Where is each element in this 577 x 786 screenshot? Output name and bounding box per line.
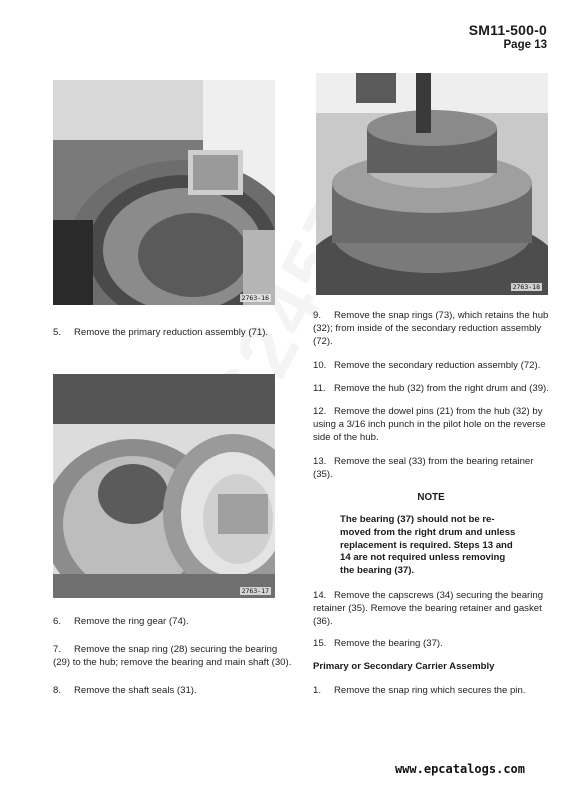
step-text-line: Remove the capscrews (34) securing the bearing	[334, 590, 544, 601]
note-line: moved from the right drum and unless	[340, 526, 516, 538]
step-text-line: (72).	[313, 335, 333, 347]
step-text-line: (35).	[313, 468, 333, 480]
step-text-line: retainer (35). Remove the bearing retainer and gasket	[313, 602, 542, 614]
step-text-line: (29) to the hub; remove the bearing and main shaft (30).	[53, 656, 292, 668]
photo-primary-reduction	[53, 80, 275, 305]
note-title: NOTE	[417, 492, 445, 503]
note-line: The bearing (37) should not be re-	[340, 514, 495, 525]
step-text-line: Remove the snap ring (28) securing the bearing	[74, 644, 278, 655]
step-number: 12.	[313, 406, 327, 417]
note-line: replacement is required. Steps 13 and	[340, 539, 513, 551]
step-10	[313, 360, 553, 373]
step-text-line: Remove the seal (33) from the bearing retainer	[334, 456, 534, 467]
step-number: 7.	[53, 644, 62, 655]
step-text-line: Remove the dowel pins (21) from the hub (32) by	[334, 406, 543, 417]
step-text: Remove the secondary reduction assembly (72).	[334, 360, 541, 371]
photo-ring-gear	[53, 374, 275, 598]
step-14	[313, 590, 553, 628]
document-number: SM11-500-0	[468, 22, 547, 38]
page-header	[469, 22, 547, 51]
step-text-line: Remove the snap rings (73), which retains the hub	[334, 310, 549, 321]
photo-ring-gear-image	[53, 374, 275, 598]
step-text: Remove the hub (32) from the right drum and (39).	[334, 383, 549, 394]
photo-code: 2763-16	[241, 294, 269, 302]
photo-code: 2763-18	[512, 283, 540, 291]
step-number: 15.	[313, 638, 327, 649]
step-13	[313, 456, 553, 482]
step-text: Remove the primary reduction assembly (71).	[74, 327, 269, 338]
step-8	[53, 685, 289, 698]
step-text-line: (32); from inside of the secondary reduction assembly	[313, 322, 542, 334]
step-number: 14.	[313, 590, 327, 601]
note-line: the bearing (37).	[340, 565, 415, 577]
step-text-line: using a 3/16 inch punch in the pilot hole on the reverse	[313, 418, 546, 430]
section-heading: Primary or Secondary Carrier Assembly	[313, 661, 495, 672]
step-9	[313, 310, 553, 348]
step-number: 5.	[53, 327, 62, 338]
footer-url[interactable]: www.epcatalogs.com	[394, 762, 525, 776]
step-15	[313, 638, 553, 651]
step-text: Remove the bearing (37).	[334, 638, 443, 649]
step-number: 11.	[313, 383, 326, 394]
step-1-carrier	[313, 685, 553, 698]
step-7	[53, 644, 293, 670]
step-text: Remove the snap ring which secures the pin.	[334, 685, 526, 696]
step-12	[313, 406, 553, 444]
step-6	[53, 616, 289, 629]
step-11	[313, 383, 553, 396]
note-body	[340, 514, 522, 578]
step-number: 13.	[313, 456, 327, 467]
step-number: 1.	[313, 685, 322, 696]
page-number: Page 13	[503, 39, 547, 51]
photo-primary-reduction-image	[53, 80, 275, 305]
step-number: 8.	[53, 685, 62, 696]
step-5	[53, 327, 289, 340]
step-text: Remove the ring gear (74).	[74, 616, 189, 627]
photo-hub-snap-rings	[316, 73, 548, 295]
step-number: 10.	[313, 360, 327, 371]
note-line: 14 are not required unless removing	[340, 552, 506, 564]
photo-code: 2763-17	[241, 587, 269, 595]
photo-hub-snap-rings-image	[316, 73, 548, 295]
step-text-line: (36).	[313, 615, 333, 627]
step-text-line: side of the hub.	[313, 431, 379, 443]
step-number: 6.	[53, 616, 62, 627]
step-text: Remove the shaft seals (31).	[74, 685, 197, 696]
step-number: 9.	[313, 310, 322, 321]
